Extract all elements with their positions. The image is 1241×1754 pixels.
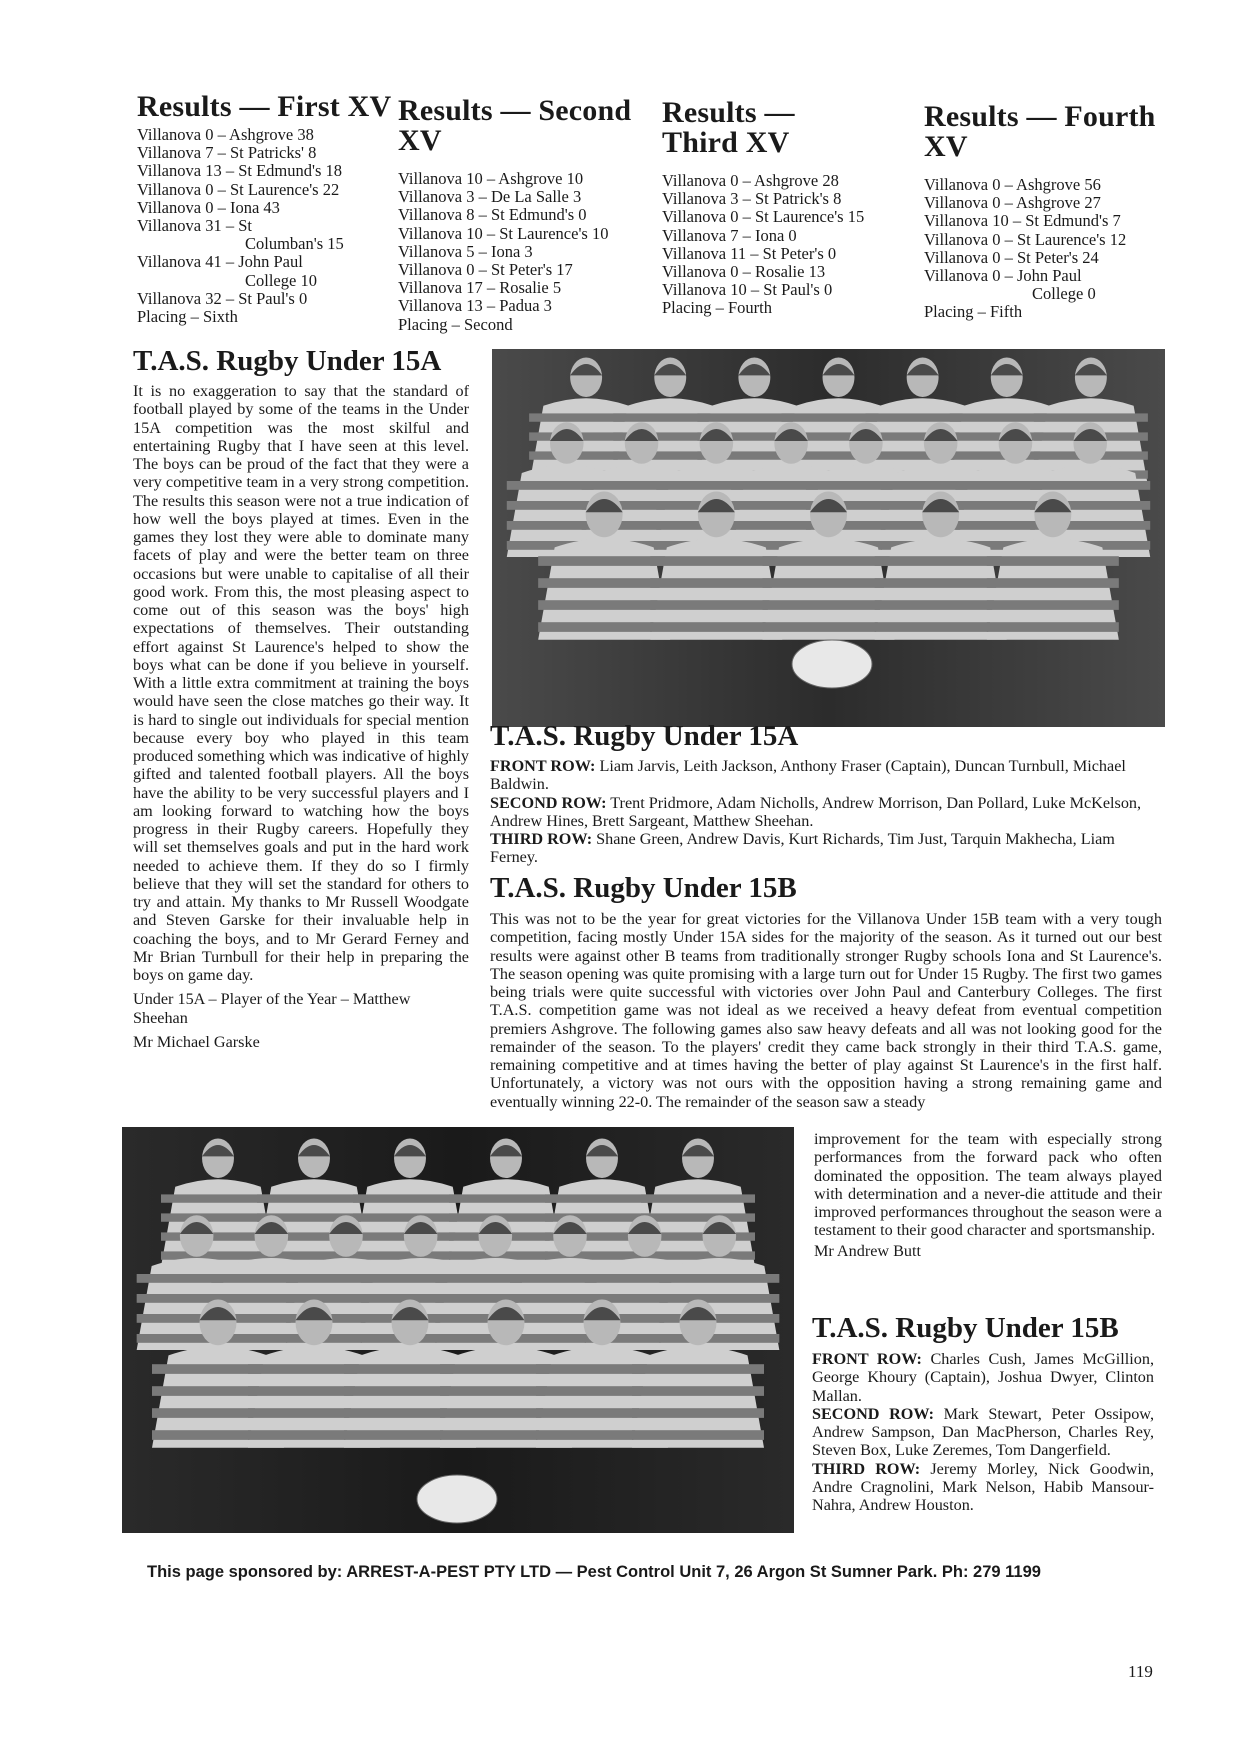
under15b-heading: T.A.S. Rugby Under 15B xyxy=(490,872,797,904)
player-head xyxy=(550,422,584,464)
result-line: Villanova 10 – St Paul's 0 xyxy=(662,280,833,300)
player-head xyxy=(584,1300,621,1346)
result-line: Villanova 3 – De La Salle 3 xyxy=(398,187,582,207)
result-line: Villanova 0 – Ashgrove 28 xyxy=(662,171,839,190)
under15b-continued xyxy=(814,1130,1162,1260)
result-line: Villanova 8 – St Edmund's 0 xyxy=(398,205,587,225)
under15a-body: It is no exaggeration to say that the standard of football played by some of the teams in the Under 15A competition was the most skilful and entertaining Rugby that I have seen at this level. The boys can be proud of the fact that they were a very competitive team in a very strong competition. The results this season were not a true indication of how well the boys played at times. Even in the games they lost they were able to dominate many facets of play and were the better team on three occasions but were unable to capitalise of all their good work. From this, the most pleasing aspect to come out of this season was the boys' high expectations of themselves. Their outstanding effort against St Laurence's helped to show the boys what can be done if you believe in yourself. With a little extra commitment at training the boys would have seen the close matches go their way. It is hard to single out individuals for special mention because every boy who played in this team produced something which was indicative of highly gifted and talented football players. All the boys have the ability to be very successful players and I am looking forward to watching how the boys progress in their Rugby careers. Hopefully they will set themselves goals and put in the hard work needed to achieve them. If they do so I firmly believe that they will set the standard for others to try and attain. My thanks to Mr Russell Woodgate and Steven Garske for their invaluable help in coaching the boys, and to Mr Gerard Ferney and Mr Brian Turnbull for their help in preparing the boys on game day. xyxy=(133,382,469,984)
result-line: College 0 xyxy=(1032,284,1096,304)
result-line: Villanova 31 – St xyxy=(137,216,252,236)
result-line: Villanova 0 – St Peter's 24 xyxy=(924,247,1099,267)
under15b-author: Mr Andrew Butt xyxy=(814,1241,922,1260)
player-head xyxy=(180,1215,214,1257)
under15a-front-row: FRONT ROW: Liam Jarvis, Leith Jackson, Anthony Fraser (Captain), Duncan Turnbull, Michael Baldwin. xyxy=(490,757,1126,794)
under15a-caption xyxy=(490,757,1162,867)
player-head xyxy=(255,1215,289,1257)
player-head xyxy=(1075,358,1107,398)
player-head xyxy=(849,422,883,464)
player-head xyxy=(991,358,1023,398)
player-head xyxy=(682,1139,714,1179)
result-line: Villanova 10 – Ashgrove 10 xyxy=(398,169,584,188)
player-head xyxy=(586,492,623,538)
results-first-xv-title: Results — First XV xyxy=(137,90,392,123)
result-line: Columban's 15 xyxy=(245,234,344,254)
player-head xyxy=(392,1300,429,1346)
under15b-caption-heading: T.A.S. Rugby Under 15B xyxy=(812,1312,1119,1344)
results-third-xv xyxy=(662,98,907,318)
player-head xyxy=(570,358,602,398)
sponsor-line: This page sponsored by: ARREST-A-PEST PTY LTD — Pest Control Unit 7, 26 Argon St Sumner Park. Ph: 279 1199 xyxy=(147,1563,1041,1581)
under15b-second-row: SECOND ROW: Mark Stewart, Peter Ossipow, Andrew Sampson, Dan MacPherson, Charles Rey, Steven Box, Luke Zeremes, Tom Dangerfield. xyxy=(812,1404,1154,1460)
result-line: Villanova 0 – Rosalie 13 xyxy=(662,262,826,282)
player-head xyxy=(1073,422,1107,464)
player-head xyxy=(296,1300,333,1346)
rugby-ball xyxy=(792,640,872,688)
under15a-article xyxy=(133,382,469,1051)
under15a-third-row: THIRD ROW: Shane Green, Andrew Davis, Kurt Richards, Tim Just, Tarquin Makhecha, Liam Ferney. xyxy=(490,830,1115,867)
rugby-ball xyxy=(417,1475,497,1523)
results-first-xv-list xyxy=(137,126,387,326)
result-line: Placing – Fourth xyxy=(662,298,772,318)
result-line: Villanova 7 – St Patricks' 8 xyxy=(137,143,317,163)
player-head xyxy=(553,1215,587,1257)
player-head xyxy=(999,422,1033,464)
results-second-xv-list xyxy=(398,170,643,334)
result-line: Villanova 5 – Iona 3 xyxy=(398,241,533,261)
under15a-award: Under 15A – Player of the Year – Matthew Sheehan xyxy=(133,990,411,1027)
under15b-front-row: FRONT ROW: Charles Cush, James McGillion, George Khoury (Captain), Joshua Dwyer, Clinton Mallan. xyxy=(812,1350,1154,1405)
under15b-body-b: improvement for the team with especially strong performances from the forward pack who often dominated the opposition. The team always played with determination and a never-die attitude and their improved performances throughout the season were a testament to their good character and sportsmanship. xyxy=(814,1130,1162,1240)
results-first-xv xyxy=(137,90,392,327)
under15a-caption-heading: T.A.S. Rugby Under 15A xyxy=(490,720,799,752)
under15b-caption xyxy=(812,1350,1154,1515)
player-head xyxy=(394,1139,426,1179)
player-head xyxy=(586,1139,618,1179)
player-head xyxy=(924,422,958,464)
results-second-xv xyxy=(398,96,643,334)
player-head xyxy=(823,358,855,398)
player-head xyxy=(654,358,686,398)
under15b-body-a: This was not to be the year for great victories for the Villanova Under 15B team with a very tough competition, facing mostly Under 15A sides for the majority of the season. As it turned out our best results were against other B teams from traditionally stronger Rugby schools Iona and St Laurence's. The season opening was quite promising with a large turn out for Under 15 Rugby. The first two games being trials were quite successful with victories over John Paul and Canterbury Colleges. The first T.A.S. competition game was not ideal as we received a heavy defeat from eventual competition premiers Ashgrove. The following games also saw heavy defeats and all was not looking good for the remainder of the season. To the players' credit they came back strongly in their third T.A.S. game, remaining competitive and at times having the better of play against St Laurence's in the first half. Unfortunately, a victory was not ours with the opposition having a strong remaining game and eventually winning 22-0. The remainder of the season saw a steady xyxy=(490,910,1162,1111)
result-line: Placing – Second xyxy=(398,314,513,334)
player-head xyxy=(298,1139,330,1179)
player-head xyxy=(404,1215,438,1257)
result-line: Villanova 0 – Iona 43 xyxy=(137,197,280,217)
player-head xyxy=(907,358,939,398)
under15a-second-row: SECOND ROW: Trent Pridmore, Adam Nicholls, Andrew Morrison, Dan Pollard, Luke McKelson, Andrew Hines, Brett Sargeant, Matthew Sheehan. xyxy=(490,793,1142,830)
player-head xyxy=(488,1300,525,1346)
under15a-heading: T.A.S. Rugby Under 15A xyxy=(133,345,442,377)
player-head xyxy=(329,1215,363,1257)
result-line: Villanova 11 – St Peter's 0 xyxy=(662,243,837,263)
player-head xyxy=(625,422,659,464)
result-line: Villanova 32 – St Paul's 0 xyxy=(137,288,308,308)
player-head xyxy=(628,1215,662,1257)
player-head xyxy=(738,358,770,398)
results-fourth-xv xyxy=(924,102,1169,322)
under15a-author: Mr Michael Garske xyxy=(133,1032,260,1051)
result-line: Villanova 10 – St Laurence's 10 xyxy=(398,223,609,243)
team-photo-under15b-image xyxy=(122,1127,794,1533)
results-second-xv-title: Results — Second XV xyxy=(398,94,632,157)
player-head xyxy=(810,492,847,538)
page-number: 119 xyxy=(1128,1662,1153,1681)
result-line: Villanova 0 – Ashgrove 27 xyxy=(924,193,1101,213)
result-line: Villanova 7 – Iona 0 xyxy=(662,225,797,245)
player-head xyxy=(700,422,734,464)
team-photo-under15b xyxy=(122,1127,794,1533)
result-line: Villanova 41 – John Paul xyxy=(137,252,303,272)
result-line: Villanova 0 – St Peter's 17 xyxy=(398,260,573,280)
player-head xyxy=(698,492,735,538)
result-line: Villanova 0 – St Laurence's 22 xyxy=(137,179,340,199)
under15b-third-row: THIRD ROW: Jeremy Morley, Nick Goodwin, Andre Cragnolini, Mark Nelson, Habib Mansour-Nahra, Andrew Houston. xyxy=(812,1459,1154,1515)
result-line: Villanova 0 – St Laurence's 12 xyxy=(924,229,1127,249)
team-photo-under15a-image xyxy=(492,349,1165,727)
player-head xyxy=(490,1139,522,1179)
result-line: Villanova 13 – Padua 3 xyxy=(398,296,552,316)
result-line: Villanova 10 – St Edmund's 7 xyxy=(924,211,1121,231)
results-third-xv-list xyxy=(662,172,907,318)
result-line: Villanova 0 – Ashgrove 38 xyxy=(137,125,314,144)
result-line: Villanova 13 – St Edmund's 18 xyxy=(137,161,343,181)
player-head xyxy=(922,492,959,538)
result-line: Villanova 3 – St Patrick's 8 xyxy=(662,189,842,209)
result-line: Placing – Fifth xyxy=(924,302,1023,322)
player-head xyxy=(200,1300,237,1346)
player-head xyxy=(202,1139,234,1179)
player-head xyxy=(1034,492,1071,538)
player-head xyxy=(774,422,808,464)
result-line: Placing – Sixth xyxy=(137,307,238,327)
result-line: Villanova 0 – John Paul xyxy=(924,266,1082,286)
result-line: Villanova 0 – Ashgrove 56 xyxy=(924,175,1101,194)
result-line: College 10 xyxy=(245,270,317,290)
player-head xyxy=(703,1215,737,1257)
player-head xyxy=(479,1215,513,1257)
player-head xyxy=(680,1300,717,1346)
result-line: Villanova 0 – St Laurence's 15 xyxy=(662,207,865,227)
results-third-xv-title: Results — Third XV xyxy=(662,96,795,159)
team-photo-under15a xyxy=(492,349,1165,727)
result-line: Villanova 17 – Rosalie 5 xyxy=(398,278,562,298)
results-fourth-xv-list xyxy=(924,176,1169,322)
results-fourth-xv-title: Results — Fourth XV xyxy=(924,100,1156,163)
